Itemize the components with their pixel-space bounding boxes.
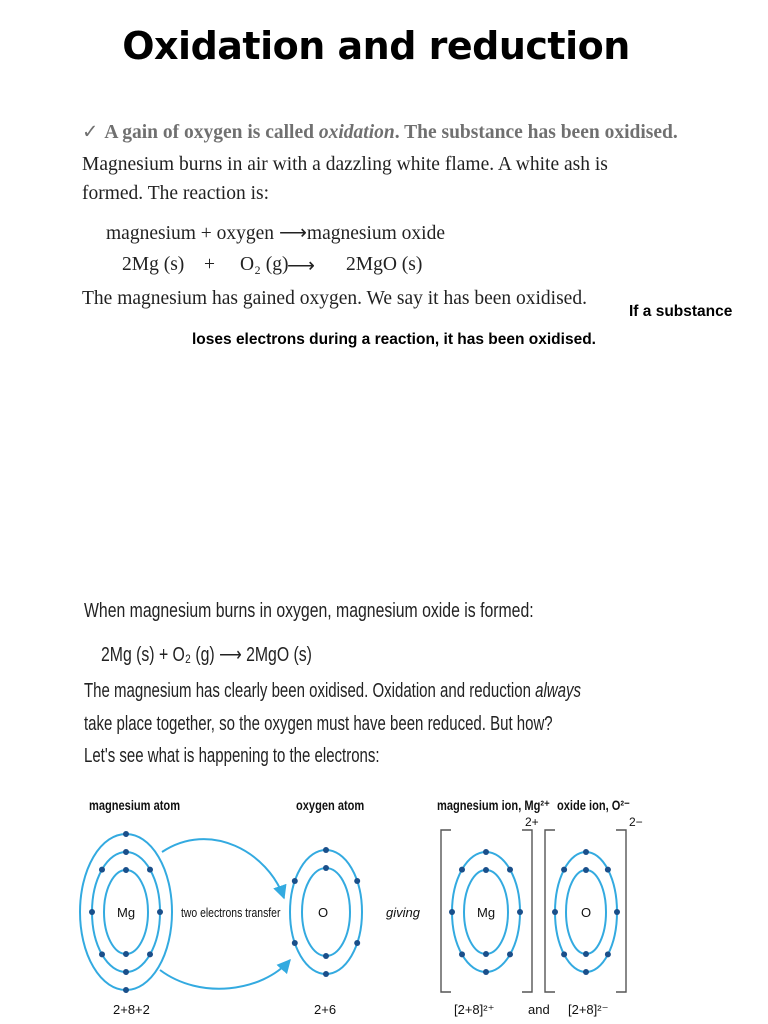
mg-ion-config: [2+8]²⁺ bbox=[454, 1002, 495, 1017]
word-equation-reactants: magnesium + oxygen bbox=[106, 223, 275, 244]
section2-line-3: Let's see what is happening to the electrons: bbox=[84, 745, 380, 767]
mg-ion-electron bbox=[507, 951, 513, 957]
oxide-ion-electron bbox=[605, 867, 611, 873]
o-atom-label: oxygen atom bbox=[296, 798, 365, 813]
note-line-1: If a substance bbox=[629, 303, 733, 320]
oxide-ion-charge: 2− bbox=[629, 815, 643, 829]
definition-tail: . The substance has been oxidised. bbox=[394, 122, 678, 143]
oxidised-conclusion: The magnesium has gained oxygen. We say it has been oxidised. bbox=[82, 288, 587, 309]
mg-atom-electron bbox=[123, 831, 129, 837]
giving-label: giving bbox=[386, 905, 420, 920]
section2-line-2: take place together, so the oxygen must have been reduced. But how? bbox=[84, 713, 553, 735]
section2-intro: When magnesium burns in oxygen, magnesium oxide is formed: bbox=[84, 600, 534, 622]
symbol-equation-plus: + bbox=[204, 254, 215, 275]
oxide-ion-electron bbox=[583, 951, 589, 957]
mg-ion-electron bbox=[483, 867, 489, 873]
mg-atom-electron bbox=[123, 849, 129, 855]
mg-atom-electron bbox=[99, 951, 105, 957]
oxide-ion-electron bbox=[614, 909, 620, 915]
word-equation-arrow: ⟶ bbox=[278, 223, 307, 244]
mg-atom-electron bbox=[123, 969, 129, 975]
mg-atom-electron bbox=[89, 909, 95, 915]
note-line-2: loses electrons during a reaction, it has been oxidised. bbox=[192, 331, 596, 348]
mg-ion-electron bbox=[483, 969, 489, 975]
mg-atom-electron bbox=[147, 951, 153, 957]
oxide-ion-electron bbox=[552, 909, 558, 915]
mg-atom-electron bbox=[99, 867, 105, 873]
definition-lead: A gain of oxygen is called bbox=[104, 122, 319, 143]
mg-ion-charge: 2+ bbox=[525, 815, 539, 829]
o-atom-electron bbox=[323, 847, 329, 853]
o-atom-electron bbox=[292, 940, 298, 946]
section2-equation: 2Mg (s) + O₂ (g) ⟶ 2MgO (s) bbox=[101, 644, 312, 666]
oxide-ion-label: oxide ion, O²⁻ bbox=[557, 798, 630, 813]
mg-atom-electron bbox=[123, 951, 129, 957]
oxide-ion-config: [2+8]²⁻ bbox=[568, 1002, 609, 1017]
o-atom-electron bbox=[354, 878, 360, 884]
mg-atom-electron bbox=[157, 909, 163, 915]
and-label: and bbox=[528, 1002, 550, 1017]
mg-atom-electron bbox=[147, 867, 153, 873]
mg-symbol: Mg bbox=[117, 905, 136, 920]
mg-ion-electron bbox=[459, 951, 465, 957]
magnesium-burning-paragraph: Magnesium burns in air with a dazzling white flame. A white ash is formed. The reaction is: bbox=[82, 154, 608, 204]
transfer-arrow-bottom bbox=[160, 960, 290, 989]
mg-ion-symbol: Mg bbox=[477, 905, 496, 920]
o-atom-config: 2+6 bbox=[314, 1002, 337, 1017]
mg-atom-electron bbox=[123, 867, 129, 873]
oxide-ion-symbol: O bbox=[581, 905, 592, 920]
o-atom-electron bbox=[323, 865, 329, 871]
transfer-arrow-top bbox=[162, 839, 284, 898]
oxide-ion-electron bbox=[583, 867, 589, 873]
o-atom-electron bbox=[323, 953, 329, 959]
mg-atom-electron bbox=[123, 987, 129, 993]
section2-line-1-text: The magnesium has clearly been oxidised. Oxidation and reduction bbox=[84, 680, 536, 702]
word-equation-product: magnesium oxide bbox=[306, 223, 446, 244]
oxide-ion-electron bbox=[605, 951, 611, 957]
definition-term: oxidation bbox=[318, 122, 395, 143]
check-mark-icon: ✓ bbox=[82, 120, 99, 143]
mg-ion-electron bbox=[449, 909, 455, 915]
mg-ion-bracket-right bbox=[522, 830, 532, 992]
o-symbol: O bbox=[318, 905, 329, 920]
mg-atom-label: magnesium atom bbox=[89, 798, 181, 813]
mg-ion-electron bbox=[507, 867, 513, 873]
mg-ion-electron bbox=[483, 849, 489, 855]
symbol-equation-product: 2MgO (s) bbox=[346, 254, 423, 275]
oxide-ion-electron bbox=[561, 867, 567, 873]
section2-line-1-em: always bbox=[535, 680, 581, 702]
transfer-label: two electrons transfer bbox=[181, 905, 281, 920]
oxide-ion-electron bbox=[561, 951, 567, 957]
oxide-ion-electron bbox=[583, 969, 589, 975]
symbol-equation-arrow: ⟶ bbox=[287, 256, 315, 277]
oxide-ion-electron bbox=[583, 849, 589, 855]
mg-ion-label: magnesium ion, Mg²⁺ bbox=[437, 798, 550, 813]
symbol-equation-mg: 2Mg (s) bbox=[122, 254, 185, 275]
mg-ion-electron bbox=[483, 951, 489, 957]
mg-ion-electron bbox=[459, 867, 465, 873]
o-atom-electron bbox=[323, 971, 329, 977]
mg-atom-config: 2+8+2 bbox=[113, 1002, 150, 1017]
o-atom-electron bbox=[354, 940, 360, 946]
symbol-equation-o2: O₂ (g) bbox=[240, 254, 289, 275]
mg-ion-electron bbox=[517, 909, 523, 915]
o-atom-electron bbox=[292, 878, 298, 884]
page-title: Oxidation and reduction bbox=[122, 24, 630, 68]
